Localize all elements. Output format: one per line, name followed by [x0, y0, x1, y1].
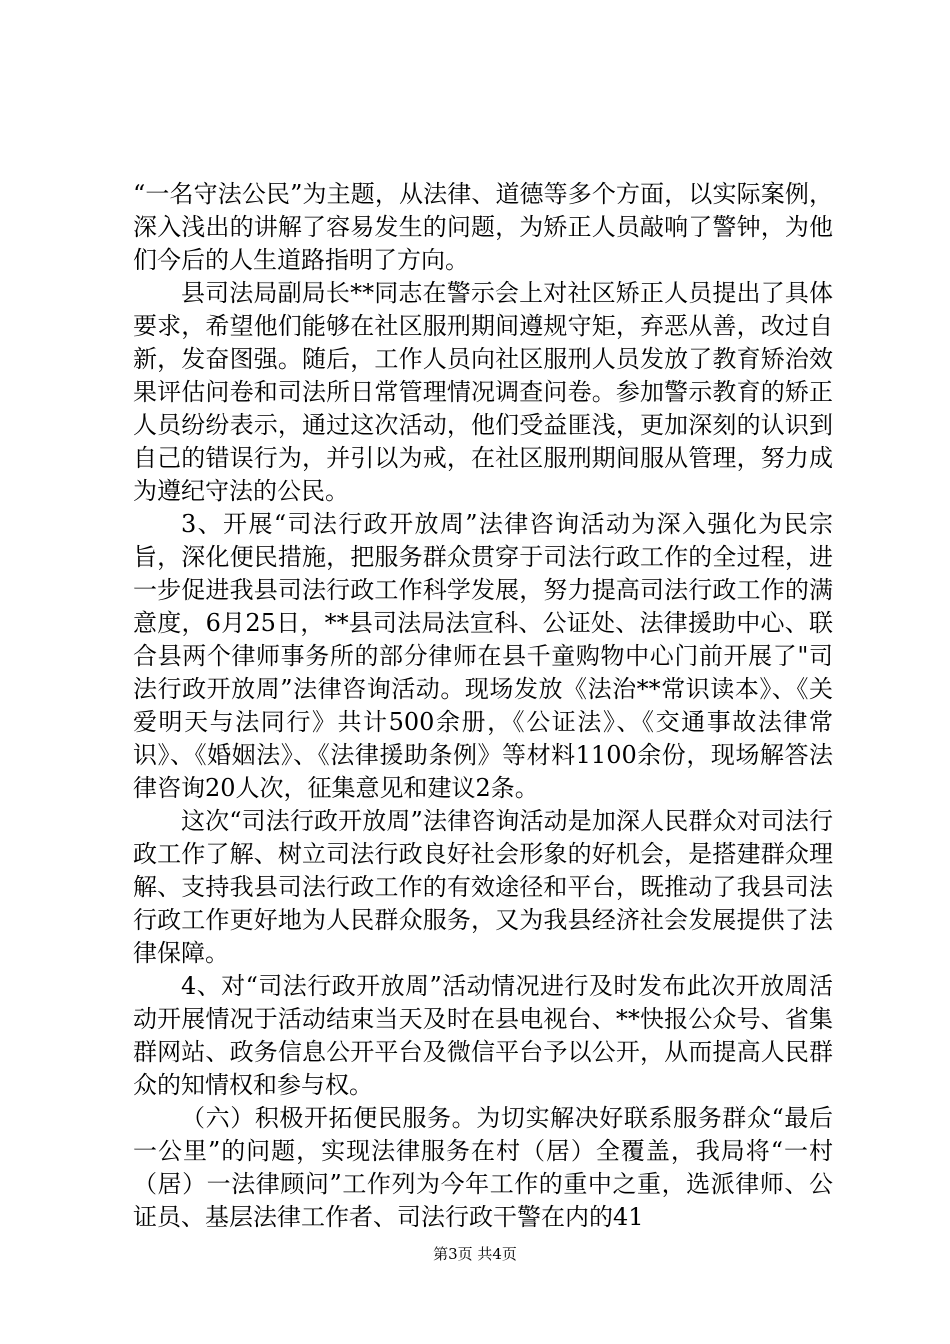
paragraph-3: 3、开展“司法行政开放周”法律咨询活动为深入强化为民宗旨，深化便民措施，把服务群众贯穿于司法行政工作的全过程，进一步促进我县司法行政工作科学发展，努力提高司法行政工作的满意度，6月25日，**县司法局法宣科、公证处、法律援助中心、联合县两个律师事务所的部分律师在县千童购物中心门前开展了"司法行政开放周”法律咨询活动。现场发放《法治**常识读本》、《关爱明天与法同行》共计500余册，《公证法》、《交通事故法律常识》、《婚姻法》、《法律援助条例》等材料1100余份，现场解答法律咨询20人次，征集意见和建议2条。 — [133, 510, 833, 802]
page-number-label: 第3页 共4页 — [433, 1245, 517, 1263]
page-footer — [0, 1244, 950, 1264]
paragraph-1: “一名守法公民”为主题，从法律、道德等多个方面，以实际案例，深入浅出的讲解了容易发生的问题，为矫正人员敲响了警钟，为他们今后的人生道路指明了方向。 — [133, 180, 833, 274]
document-body — [133, 178, 833, 1234]
paragraph-6: （六）积极开拓便民服务。为切实解决好联系服务群众“最后一公里”的问题，实现法律服务在村（居）全覆盖，我局将“一村（居）一法律顾问”工作列为今年工作的重中之重，选派律师、公证员、基层法律工作者、司法行政干警在内的41 — [133, 1104, 833, 1231]
paragraph-2: 县司法局副局长**同志在警示会上对社区矫正人员提出了具体要求，希望他们能够在社区服刑期间遵规守矩，弃恶从善，改过自新，发奋图强。随后，工作人员向社区服刑人员发放了教育矫治效果评估问卷和司法所日常管理情况调查问卷。参加警示教育的矫正人员纷纷表示，通过这次活动，他们受益匪浅，更加深刻的认识到自己的错误行为，并引以为戒，在社区服刑期间服从管理，努力成为遵纪守法的公民。 — [133, 279, 833, 505]
paragraph-5: 4、对“司法行政开放周”活动情况进行及时发布此次开放周活动开展情况于活动结束当天及时在县电视台、**快报公众号、省集群网站、政务信息公开平台及微信平台予以公开，从而提高人民群众的知情权和参与权。 — [133, 972, 833, 1099]
paragraph-4: 这次“司法行政开放周”法律咨询活动是加深人民群众对司法行政工作了解、树立司法行政良好社会形象的好机会，是搭建群众理解、支持我县司法行政工作的有效途径和平台，既推动了我县司法行政工作更好地为人民群众服务，又为我县经济社会发展提供了法律保障。 — [133, 807, 833, 967]
